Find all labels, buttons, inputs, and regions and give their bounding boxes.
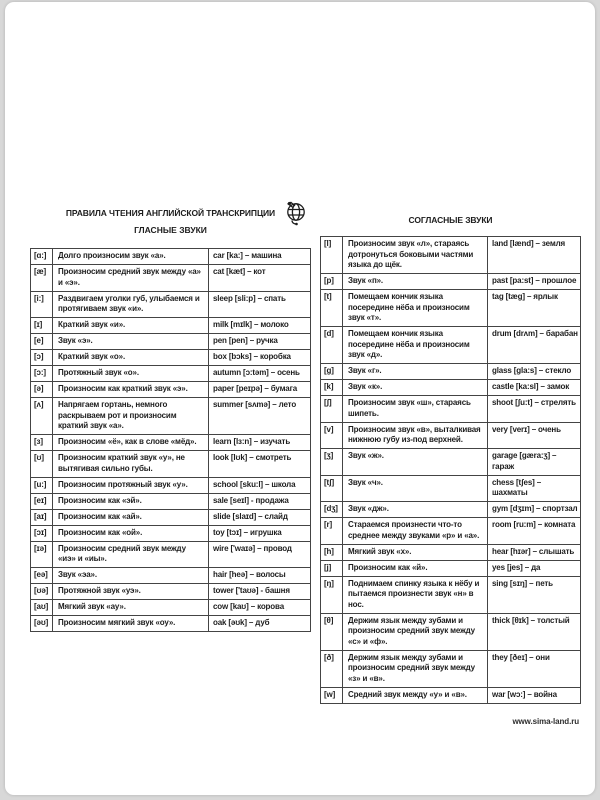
pronunciation-description: Помещаем кончик языка посередине нёба и произносим звук «д». [343,327,488,364]
example-word: garage [gæra:ʒ] – гараж [488,449,581,476]
pronunciation-description: Произносим средний звук между «иэ» и «иы». [53,541,209,568]
example-word: glass [gla:s] – стекло [488,364,581,380]
pronunciation-description: Звук «к». [343,380,488,396]
pronunciation-description: Звук «ч». [343,475,488,502]
pronunciation-description: Звук «ж». [343,449,488,476]
pronunciation-description: Произносим «ё», как в слове «мёд». [53,435,209,451]
example-word: oak [əʊk] – дуб [209,616,311,632]
pronunciation-description: Произносим звук «ш», стараясь шипеть. [343,396,488,423]
vowels-header [30,204,311,235]
example-word: summer [sʌmə] – лето [209,398,311,435]
phonetic-symbol: [æ] [31,265,53,292]
table-row [31,525,311,541]
table-row [31,249,311,265]
phonetic-symbol: [e] [31,334,53,350]
example-word: sale [seɪl] - продажа [209,493,311,509]
table-row [321,422,581,449]
example-word: they [ðeɪ] – они [488,650,581,687]
card-sheet [5,2,595,795]
phonetic-symbol: [ɪ] [31,318,53,334]
phonetic-symbol: [ʌ] [31,398,53,435]
phonetic-symbol: [g] [321,364,343,380]
table-row [321,544,581,560]
phonetic-symbol: [k] [321,380,343,396]
pronunciation-description: Долго произносим звук «а». [53,249,209,265]
table-row [31,493,311,509]
table-row [321,502,581,518]
phonetic-symbol: [ʒ] [321,449,343,476]
table-row [321,475,581,502]
table-row [31,398,311,435]
pronunciation-description: Напрягаем гортань, немного раскрываем рот и произносим краткий звук «а». [53,398,209,435]
example-word: slide [slaɪd] – слайд [209,509,311,525]
pronunciation-description: Произносим как «ой». [53,525,209,541]
pronunciation-description: Стараемся произнести что-то среднее между звуками «р» и «а». [343,518,488,545]
pronunciation-description: Произносим протяжный звук «у». [53,477,209,493]
example-word: yes [jes] – да [488,560,581,576]
vowels-panel [30,204,311,632]
table-row [321,396,581,423]
table-row [321,560,581,576]
pronunciation-description: Звук «п». [343,274,488,290]
table-row [31,584,311,600]
vowels-subtitle: ГЛАСНЫЕ ЗВУКИ [134,225,207,235]
example-word: look [lʊk] – смотреть [209,451,311,478]
pronunciation-description: Держим язык между зубами и произносим средний звук между «з» и «в». [343,650,488,687]
example-word: hair [heə] – волосы [209,568,311,584]
website-url: www.sima-land.ru [512,716,579,726]
pronunciation-description: Произносим как «й». [343,560,488,576]
example-word: past [pa:st] – прошлое [488,274,581,290]
example-word: very [verɪ] – очень [488,422,581,449]
pronunciation-description: Звук «г». [343,364,488,380]
phonetic-symbol: [ʊ] [31,451,53,478]
phonetic-symbol: [t] [321,290,343,327]
table-row [321,650,581,687]
phonetic-symbol: [j] [321,560,343,576]
example-word: gym [dʒɪm] – спортзал [488,502,581,518]
table-row [31,477,311,493]
example-word: pen [pen] – ручка [209,334,311,350]
pronunciation-description: Произносим средний звук между «а» и «э». [53,265,209,292]
consonants-header [320,204,581,225]
pronunciation-description: Звук «э». [53,334,209,350]
pronunciation-description: Раздвигаем уголки губ, улыбаемся и протягиваем звук «и». [53,291,209,318]
phonetic-symbol: [dʒ] [321,502,343,518]
table-row [31,382,311,398]
table-row [321,364,581,380]
globe-doodle-icon [283,199,307,226]
phonetic-symbol: [ɔɪ] [31,525,53,541]
example-word: toy [tɔɪ] – игрушка [209,525,311,541]
consonants-title: СОГЛАСНЫЕ ЗВУКИ [408,215,493,225]
pronunciation-description: Краткий звук «о». [53,350,209,366]
example-word: paper [peɪpə] – бумага [209,382,311,398]
example-word: car [ka:] – машина [209,249,311,265]
vowels-table [30,248,311,632]
table-row [321,576,581,613]
example-word: land [lænd] – земля [488,237,581,274]
phonetic-symbol: [i:] [31,291,53,318]
example-word: drum [drʌm] – барабан [488,327,581,364]
pronunciation-description: Произносим мягкий звук «оу». [53,616,209,632]
example-word: box [bɔks] – коробка [209,350,311,366]
example-word: war [wɔ:] – война [488,687,581,703]
pronunciation-description: Мягкий звук «ау». [53,600,209,616]
table-row [321,449,581,476]
phonetic-symbol: [ð] [321,650,343,687]
pronunciation-description: Держим язык между зубами и произносим средний звук между «с» и «ф». [343,613,488,650]
example-word: cow [kaʊ] – корова [209,600,311,616]
table-row [321,518,581,545]
table-row [31,541,311,568]
pronunciation-description: Помещаем кончик языка посередине нёба и произносим звук «т». [343,290,488,327]
example-word: shoot [ʃu:t] – стрелять [488,396,581,423]
phonetic-symbol: [ɔ:] [31,366,53,382]
phonetic-symbol: [l] [321,237,343,274]
phonetic-symbol: [ɑ:] [31,249,53,265]
example-word: cat [kæt] – кот [209,265,311,292]
phonetic-symbol: [d] [321,327,343,364]
phonetic-symbol: [əʊ] [31,616,53,632]
table-row [31,334,311,350]
example-word: learn [lɜ:n] – изучать [209,435,311,451]
pronunciation-description: Звук «дж». [343,502,488,518]
pronunciation-description: Произносим краткий звук «у», не вытягивая сильно губы. [53,451,209,478]
table-row [321,327,581,364]
example-word: wire ['waɪə] – провод [209,541,311,568]
phonetic-symbol: [eɪ] [31,493,53,509]
pronunciation-description: Произносим как «эй». [53,493,209,509]
pronunciation-description: Произносим как «ай». [53,509,209,525]
pronunciation-description: Мягкий звук «х». [343,544,488,560]
table-row [31,318,311,334]
phonetic-symbol: [tʃ] [321,475,343,502]
phonetic-symbol: [w] [321,687,343,703]
pronunciation-description: Звук «эа». [53,568,209,584]
phonetic-symbol: [eə] [31,568,53,584]
pronunciation-description: Произносим звук «л», стараясь дотронуться боковыми частями языка до щёк. [343,237,488,274]
table-row [31,616,311,632]
example-word: tower ['taʊə] - башня [209,584,311,600]
table-row [321,613,581,650]
example-word: thick [θɪk] – толстый [488,613,581,650]
table-row [321,274,581,290]
panels-container [30,204,581,726]
pronunciation-description: Произносим звук «в», выталкивая нижнюю губу из-под верхней. [343,422,488,449]
pronunciation-description: Поднимаем спинку языка к нёбу и пытаемся произнести звук «н» в нос. [343,576,488,613]
phonetic-symbol: [h] [321,544,343,560]
phonetic-symbol: [ɜ] [31,435,53,451]
example-word: chess [tʃes] – шахматы [488,475,581,502]
pronunciation-description: Краткий звук «и». [53,318,209,334]
pronunciation-description: Средний звук между «у» и «в». [343,687,488,703]
example-word: tag [tæg] – ярлык [488,290,581,327]
table-row [31,350,311,366]
phonetic-symbol: [θ] [321,613,343,650]
table-row [321,290,581,327]
table-row [31,366,311,382]
table-row [31,451,311,478]
page-title: ПРАВИЛА ЧТЕНИЯ АНГЛИЙСКОЙ ТРАНСКРИПЦИИ [65,208,276,218]
example-word: school [sku:l] – школа [209,477,311,493]
phonetic-symbol: [ŋ] [321,576,343,613]
pronunciation-description: Произносим как краткий звук «э». [53,382,209,398]
table-row [31,600,311,616]
phonetic-symbol: [u:] [31,477,53,493]
phonetic-symbol: [v] [321,422,343,449]
phonetic-symbol: [ɔ] [31,350,53,366]
consonants-panel [320,204,581,726]
phonetic-symbol: [aʊ] [31,600,53,616]
phonetic-symbol: [ʃ] [321,396,343,423]
example-word: autumn [ɔ:təm] – осень [209,366,311,382]
table-row [31,568,311,584]
phonetic-symbol: [r] [321,518,343,545]
example-word: milk [mɪlk] – молоко [209,318,311,334]
example-word: hear [hɪər] – слышать [488,544,581,560]
table-row [321,237,581,274]
example-word: room [ru:m] – комната [488,518,581,545]
example-word: castle [ka:sl] – замок [488,380,581,396]
phonetic-symbol: [aɪ] [31,509,53,525]
table-row [321,380,581,396]
phonetic-symbol: [p] [321,274,343,290]
table-row [31,291,311,318]
phonetic-symbol: [ʊə] [31,584,53,600]
table-row [31,435,311,451]
table-row [31,509,311,525]
example-word: sleep [sli:p] – спать [209,291,311,318]
pronunciation-description: Протяжной звук «уэ». [53,584,209,600]
pronunciation-description: Протяжный звук «о». [53,366,209,382]
phonetic-symbol: [ə] [31,382,53,398]
phonetic-symbol: [ɪə] [31,541,53,568]
table-row [321,687,581,703]
table-row [31,265,311,292]
consonants-table [320,236,581,704]
example-word: sing [sɪŋ] – петь [488,576,581,613]
